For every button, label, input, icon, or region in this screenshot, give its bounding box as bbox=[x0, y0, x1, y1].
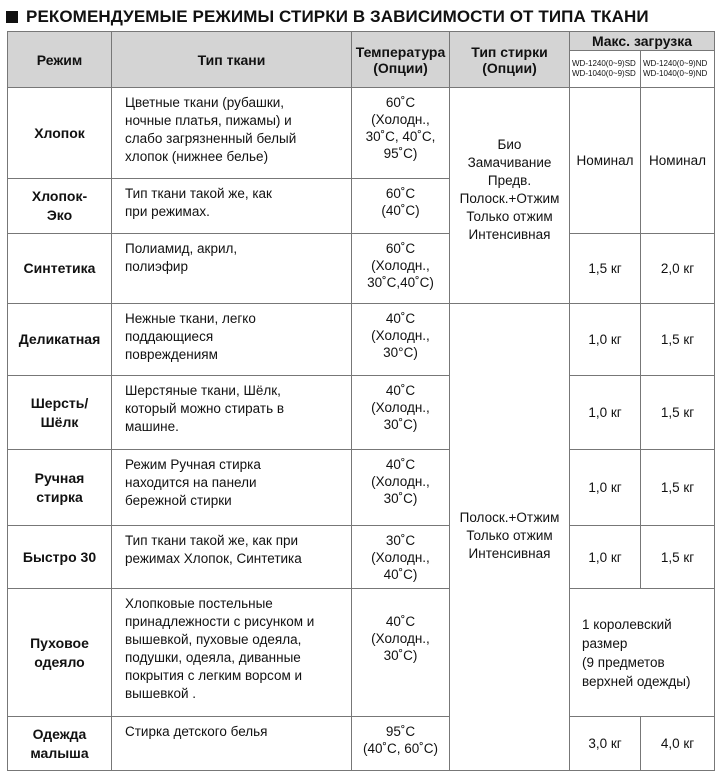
fabric-line: режимах Хлопок, Синтетика bbox=[125, 551, 302, 566]
load-nd-cell: 4,0 кг bbox=[641, 717, 715, 771]
temp-line: 30°C) bbox=[383, 345, 418, 360]
header-model-sd bbox=[570, 51, 641, 88]
fabric-line: Цветные ткани (рубашки, bbox=[125, 95, 285, 110]
fabric-cell bbox=[112, 376, 352, 450]
mode-label: стирка bbox=[36, 488, 83, 505]
temperature-cell bbox=[352, 526, 450, 589]
temp-line: (Холодн., bbox=[371, 474, 430, 489]
fabric-line: Нежные ткани, легко bbox=[125, 311, 256, 326]
temp-line: 40˚C bbox=[385, 383, 416, 398]
temp-line: 30˚C) bbox=[383, 648, 418, 663]
fabric-line: Полиамид, акрил, bbox=[125, 241, 238, 256]
section-title bbox=[6, 6, 649, 28]
header-wash-line1: Тип стирки bbox=[471, 43, 548, 60]
temp-line: (Холодн., bbox=[371, 400, 430, 415]
mode-label: Одежда bbox=[32, 725, 87, 742]
header-model-nd bbox=[641, 51, 715, 88]
temperature-cell bbox=[352, 717, 450, 771]
table-row bbox=[8, 88, 715, 179]
load-sd-cell: 1,5 кг bbox=[570, 234, 641, 304]
fabric-cell bbox=[112, 450, 352, 526]
fabric-line: Тип ткани такой же, как bbox=[125, 186, 272, 201]
table-row bbox=[8, 717, 715, 771]
load-sd-cell: 1,0 кг bbox=[570, 526, 641, 589]
fabric-line: хлопок (нижнее белье) bbox=[125, 149, 269, 164]
temp-line: 40˚C bbox=[385, 457, 416, 472]
load-nd-cell: 1,5 кг bbox=[641, 526, 715, 589]
load-merged-cell bbox=[570, 589, 715, 717]
header-fabric: Тип ткани bbox=[112, 32, 352, 88]
fabric-line: вышевкой, пуховые одеяла, bbox=[125, 632, 302, 647]
wash-option: Предв. bbox=[487, 173, 532, 188]
fabric-line: покрытия с легким ворсом и bbox=[125, 668, 303, 683]
mode-cell bbox=[8, 376, 112, 450]
fabric-line: Режим Ручная стирка bbox=[125, 457, 261, 472]
temperature-cell bbox=[352, 304, 450, 376]
mode-label: Деликатная bbox=[18, 331, 101, 347]
wash-option: Полоск.+Отжим bbox=[459, 191, 560, 206]
load-nd-cell: 2,0 кг bbox=[641, 234, 715, 304]
temp-line: (Холодн., bbox=[371, 550, 430, 565]
temp-line: 30˚C bbox=[385, 533, 416, 548]
mode-cell bbox=[8, 450, 112, 526]
fabric-cell bbox=[112, 179, 352, 234]
wash-option: Только отжим bbox=[466, 209, 553, 224]
load-sd-cell: 1,0 кг bbox=[570, 376, 641, 450]
header-row bbox=[8, 32, 715, 51]
temp-line: (40˚C, 60˚C) bbox=[362, 741, 438, 756]
fabric-line: Шерстяные ткани, Шёлк, bbox=[125, 383, 281, 398]
fabric-cell bbox=[112, 717, 352, 771]
header-wash-line2: (Опции) bbox=[482, 59, 537, 76]
table-row bbox=[8, 589, 715, 717]
wash-type-cell-group1 bbox=[450, 88, 570, 304]
fabric-cell bbox=[112, 304, 352, 376]
load-line: 1 королевский bbox=[582, 616, 672, 632]
model-nd-1240: WD-1240(0~9)ND bbox=[643, 59, 708, 68]
temp-line: 30˚C) bbox=[383, 417, 418, 432]
fabric-line: находится на панели bbox=[125, 475, 257, 490]
fabric-line: при режимах. bbox=[125, 204, 210, 219]
fabric-line: Хлопковые постельные bbox=[125, 596, 273, 611]
load-nd-cell: 1,5 кг bbox=[641, 376, 715, 450]
fabric-line: слабо загрязненный белый bbox=[125, 131, 297, 146]
temperature-cell bbox=[352, 450, 450, 526]
load-nd-cell: 1,5 кг bbox=[641, 450, 715, 526]
model-nd-1040: WD-1040(0~9)ND bbox=[643, 69, 708, 78]
mode-label: Шёлк bbox=[40, 413, 79, 430]
mode-cell bbox=[8, 88, 112, 179]
temp-line: (40˚C) bbox=[381, 203, 420, 218]
mode-label: малыша bbox=[30, 744, 89, 761]
wash-modes-table bbox=[7, 31, 715, 771]
mode-cell bbox=[8, 304, 112, 376]
temp-line: 40˚C) bbox=[383, 567, 418, 582]
fabric-cell bbox=[112, 526, 352, 589]
temp-line: (Холодн., bbox=[371, 631, 430, 646]
temperature-cell bbox=[352, 589, 450, 717]
mode-cell bbox=[8, 717, 112, 771]
load-line: верхней одежды) bbox=[582, 673, 691, 689]
table-row bbox=[8, 234, 715, 304]
mode-label: Быстро 30 bbox=[22, 548, 97, 565]
load-sd-cell: Номинал bbox=[570, 88, 641, 234]
fabric-cell bbox=[112, 234, 352, 304]
temp-line: (Холодн., bbox=[371, 258, 430, 273]
table-row bbox=[8, 376, 715, 450]
load-sd-cell: 1,0 кг bbox=[570, 450, 641, 526]
model-sd-1240: WD-1240(0~9)SD bbox=[572, 59, 636, 68]
fabric-line: принадлежности с рисунком и bbox=[125, 614, 315, 629]
header-temp-line2: (Опции) bbox=[373, 59, 428, 76]
fabric-line: который можно стирать в bbox=[125, 401, 285, 416]
wash-option: Интенсивная bbox=[468, 546, 551, 561]
header-mode: Режим bbox=[8, 32, 112, 88]
mode-cell bbox=[8, 179, 112, 234]
fabric-cell bbox=[112, 88, 352, 179]
table-row bbox=[8, 450, 715, 526]
temp-line: 60˚C bbox=[385, 186, 416, 201]
temperature-cell bbox=[352, 234, 450, 304]
wash-option: Био bbox=[497, 137, 522, 152]
fabric-cell bbox=[112, 589, 352, 717]
mode-label: Пуховое bbox=[30, 634, 89, 651]
temperature-cell bbox=[352, 376, 450, 450]
mode-cell bbox=[8, 589, 112, 717]
fabric-line: бережной стирки bbox=[125, 493, 232, 508]
temp-line: 40˚C bbox=[385, 311, 416, 326]
temp-line: 30˚C,40˚C) bbox=[367, 275, 434, 290]
table-row bbox=[8, 304, 715, 376]
temp-line: 95˚C bbox=[385, 724, 416, 739]
mode-label: Эко bbox=[46, 207, 73, 223]
fabric-line: подушки, одеяла, диванные bbox=[125, 650, 301, 665]
temp-line: (Холодн., bbox=[371, 328, 430, 343]
temp-line: 60˚C bbox=[385, 95, 416, 110]
fabric-line: ночные платья, пижамы) и bbox=[125, 113, 292, 128]
header-max-load: Макс. загрузка bbox=[570, 32, 715, 51]
wash-type-cell-group2 bbox=[450, 304, 570, 771]
load-sd-cell: 3,0 кг bbox=[570, 717, 641, 771]
header-temp-line1: Температура bbox=[355, 43, 446, 60]
mode-cell bbox=[8, 234, 112, 304]
bullet-square-icon bbox=[6, 11, 18, 23]
header-temperature bbox=[352, 32, 450, 88]
fabric-line: поддающиеся bbox=[125, 329, 214, 344]
load-line: (9 предметов bbox=[582, 654, 665, 670]
mode-cell bbox=[8, 526, 112, 589]
table-row bbox=[8, 526, 715, 589]
mode-label: Синтетика bbox=[23, 260, 96, 276]
temp-line: 30˚C, 40˚C, bbox=[365, 129, 436, 144]
fabric-line: вышевкой . bbox=[125, 686, 196, 701]
temp-line: 30˚C) bbox=[383, 491, 418, 506]
mode-label: Хлопок- bbox=[31, 188, 88, 204]
fabric-line: машине. bbox=[125, 419, 179, 434]
fabric-line: повреждениям bbox=[125, 347, 218, 362]
mode-label: Шерсть/ bbox=[30, 394, 89, 411]
mode-label: Хлопок bbox=[34, 124, 85, 141]
model-sd-1040: WD-1040(0~9)SD bbox=[572, 69, 636, 78]
load-line: размер bbox=[582, 635, 628, 651]
temp-line: (Холодн., bbox=[371, 112, 430, 127]
wash-option: Только отжим bbox=[466, 528, 553, 543]
fabric-line: Стирка детского белья bbox=[125, 724, 268, 739]
load-sd-cell: 1,0 кг bbox=[570, 304, 641, 376]
wash-option: Полоск.+Отжим bbox=[459, 510, 560, 525]
temp-line: 40˚C bbox=[385, 614, 416, 629]
fabric-line: Тип ткани такой же, как при bbox=[125, 533, 299, 548]
mode-label: одеяло bbox=[34, 653, 85, 670]
temperature-cell bbox=[352, 88, 450, 179]
temperature-cell bbox=[352, 179, 450, 234]
wash-option: Интенсивная bbox=[468, 227, 551, 242]
load-nd-cell: Номинал bbox=[641, 88, 715, 234]
wash-option: Замачивание bbox=[467, 155, 552, 170]
title-text: РЕКОМЕНДУЕМЫЕ РЕЖИМЫ СТИРКИ В ЗАВИСИМОСТИ ОТ ТИПА ТКАНИ bbox=[26, 7, 649, 26]
temp-line: 60˚C bbox=[385, 241, 416, 256]
fabric-line: полиэфир bbox=[125, 259, 188, 274]
header-wash-type bbox=[450, 32, 570, 88]
load-nd-cell: 1,5 кг bbox=[641, 304, 715, 376]
temp-line: 95˚C) bbox=[383, 146, 418, 161]
mode-label: Ручная bbox=[34, 469, 85, 486]
